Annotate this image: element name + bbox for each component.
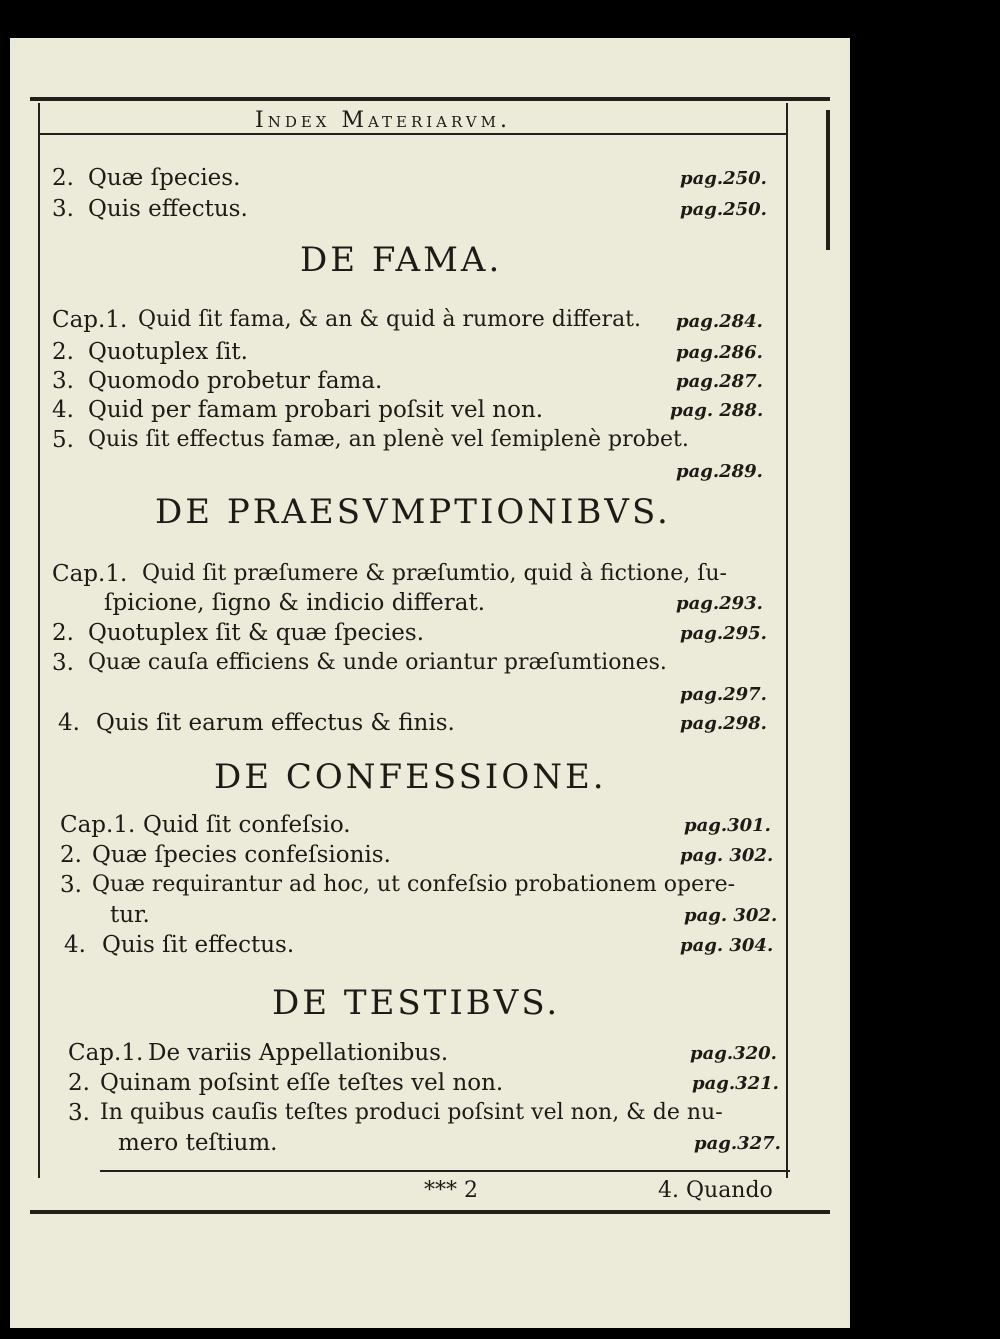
index-entry-page: pag.327. bbox=[694, 1133, 781, 1154]
index-entry-page: pag.287. bbox=[676, 371, 763, 392]
index-entry-text: Quæ ſpecies. bbox=[88, 165, 241, 191]
top-rule bbox=[30, 97, 830, 101]
index-entry-page: pag.301. bbox=[684, 815, 771, 836]
index-entry-text: Quæ requirantur ad hoc, ut confeſsio probationem opere- bbox=[92, 872, 736, 897]
index-entry-page: pag. 304. bbox=[680, 935, 774, 956]
index-entry-text: Quid ſit fama, & an & quid à rumore differat. bbox=[138, 307, 642, 332]
index-entry-page: pag.321. bbox=[692, 1073, 779, 1094]
index-entry-number: Cap.1. bbox=[52, 561, 128, 587]
index-entry-number: 2. bbox=[52, 165, 74, 191]
index-entry-number: Cap.1. bbox=[60, 812, 136, 838]
section-title: DE FAMA. bbox=[300, 240, 503, 280]
index-entry-number: 4. bbox=[58, 710, 80, 736]
index-entry-page: pag.297. bbox=[680, 684, 767, 705]
index-entry-text-continued: tur. bbox=[110, 902, 150, 928]
index-entry-text: Quid per famam probari poſsit vel non. bbox=[88, 397, 544, 423]
index-entry-page: pag.286. bbox=[676, 342, 763, 363]
index-entry-page: pag.295. bbox=[680, 623, 767, 644]
index-entry-page: pag. 302. bbox=[684, 905, 778, 926]
bottom-rule bbox=[30, 1210, 830, 1214]
index-entry-number: 4. bbox=[64, 932, 86, 958]
section-title: DE TESTIBVS. bbox=[272, 983, 561, 1023]
index-entry-text: Quinam poſsint eſſe teſtes vel non. bbox=[100, 1070, 504, 1096]
index-entry-text: In quibus cauſis teſtes produci poſsint vel non, & de nu- bbox=[100, 1100, 723, 1125]
index-entry-number: 3. bbox=[52, 650, 74, 676]
catchword: 4. Quando bbox=[658, 1178, 773, 1203]
index-entry-page: pag.298. bbox=[680, 713, 767, 734]
index-entry-text: Quæ ſpecies confeſsionis. bbox=[92, 842, 391, 868]
index-entry-text-continued: ſpicione, ſigno & indicio differat. bbox=[104, 590, 486, 616]
section-title: DE CONFESSIONE. bbox=[214, 757, 607, 797]
index-entry-number: 4. bbox=[52, 397, 74, 423]
index-entry-text-continued: mero teſtium. bbox=[118, 1130, 278, 1156]
running-head: Index Materiarvm. bbox=[255, 108, 511, 133]
index-entry-number: 2. bbox=[68, 1070, 90, 1096]
index-entry-number: 2. bbox=[60, 842, 82, 868]
index-entry-page: pag.250. bbox=[680, 168, 767, 189]
index-entry-number: 3. bbox=[52, 196, 74, 222]
index-entry-text: Quotuplex ſit. bbox=[88, 339, 248, 365]
margin-mark bbox=[826, 110, 830, 250]
index-entry-text: Quomodo probetur fama. bbox=[88, 368, 383, 394]
signature-mark: *** 2 bbox=[424, 1178, 478, 1203]
index-entry-page: pag.289. bbox=[676, 461, 763, 482]
left-rule bbox=[38, 103, 40, 1178]
index-entry-text: De variis Appellationibus. bbox=[148, 1040, 449, 1066]
index-entry-text: Quid ſit confeſsio. bbox=[143, 812, 351, 838]
section-title: DE PRAESVMPTIONIBVS. bbox=[155, 492, 671, 532]
index-entry-number: 3. bbox=[52, 368, 74, 394]
index-entry-text: Quis ſit effectus famæ, an plenè vel ſemiplenè probet. bbox=[88, 427, 689, 452]
index-entry-number: 2. bbox=[52, 620, 74, 646]
index-entry-number: 2. bbox=[52, 339, 74, 365]
index-entry-text: Quis ſit effectus. bbox=[102, 932, 295, 958]
index-entry-number: 3. bbox=[60, 872, 82, 898]
index-entry-text: Quæ cauſa efficiens & unde oriantur præſumtiones. bbox=[88, 650, 667, 675]
index-entry-text: Quis ſit earum effectus & finis. bbox=[96, 710, 455, 736]
index-entry-text: Quotuplex ſit & quæ ſpecies. bbox=[88, 620, 425, 646]
index-entry-number: 5. bbox=[52, 427, 74, 453]
foot-rule bbox=[100, 1170, 790, 1172]
index-entry-number: Cap.1. bbox=[68, 1040, 144, 1066]
index-entry-text: Quis effectus. bbox=[88, 196, 248, 222]
index-entry-number: 3. bbox=[68, 1100, 90, 1126]
index-entry-page: pag. 302. bbox=[680, 845, 774, 866]
index-entry-page: pag.320. bbox=[690, 1043, 777, 1064]
index-entry-page: pag.293. bbox=[676, 593, 763, 614]
index-entry-page: pag.250. bbox=[680, 199, 767, 220]
head-rule bbox=[38, 133, 788, 135]
index-entry-number: Cap.1. bbox=[52, 307, 128, 333]
index-entry-page: pag.284. bbox=[676, 311, 763, 332]
index-entry-page: pag. 288. bbox=[670, 400, 764, 421]
right-rule bbox=[786, 103, 788, 1178]
index-entry-text: Quid ſit præſumere & præſumtio, quid à fictione, ſu- bbox=[142, 561, 727, 586]
